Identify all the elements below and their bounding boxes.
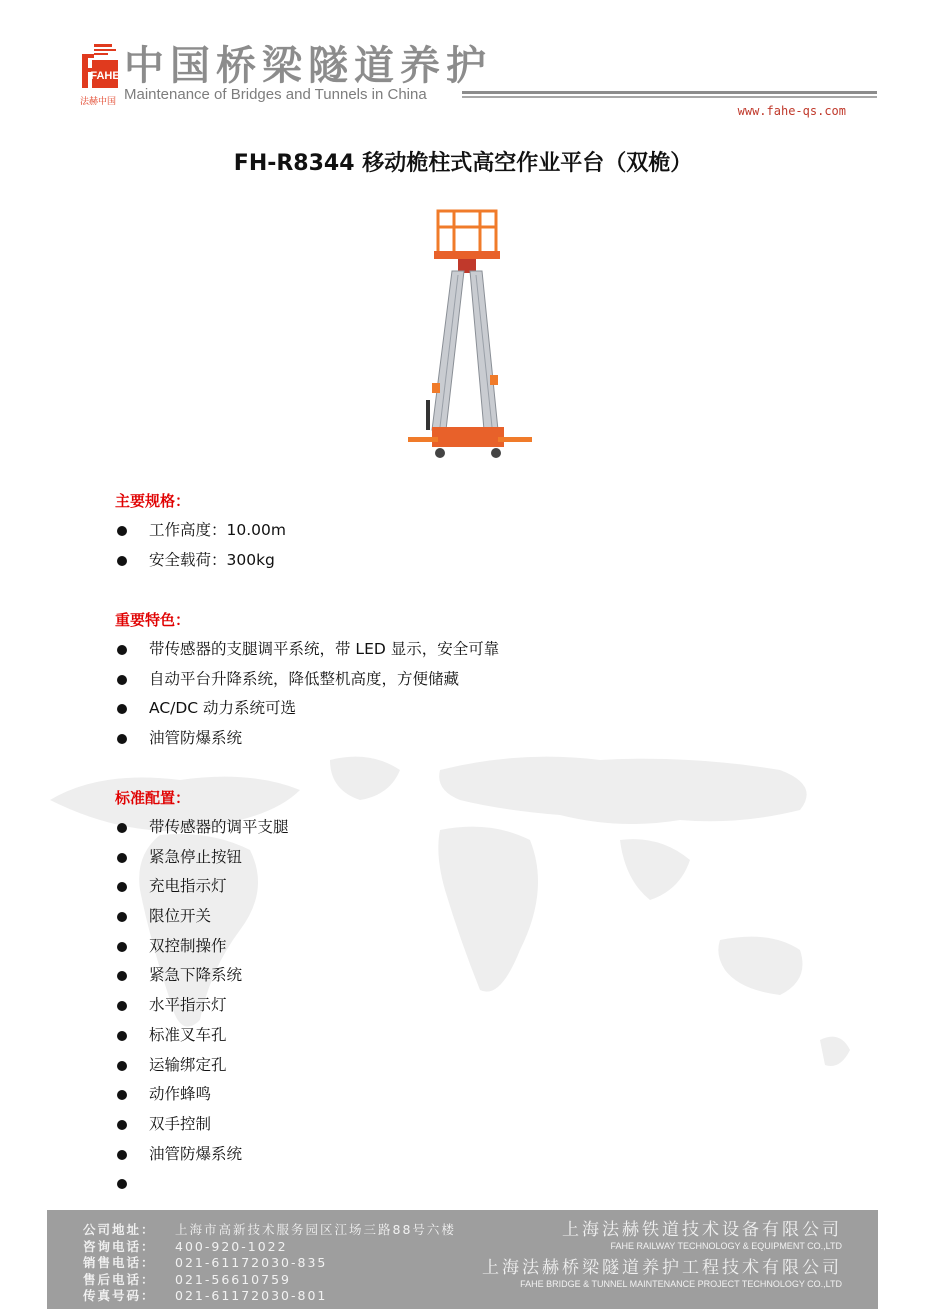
bullet-icon: [117, 853, 127, 863]
bullet-icon: [117, 704, 127, 714]
contact-info: [83, 1222, 456, 1305]
list-item: 油管防爆系统: [115, 1140, 289, 1170]
list-item: 紧急停止按钮: [115, 843, 289, 873]
website-link[interactable]: www.fahe-qs.com: [737, 104, 846, 118]
consult-phone-row: 咨询电话： 400-920-1022: [83, 1238, 288, 1254]
fax-row: 传真号码： 021-61172030-801: [83, 1288, 328, 1303]
company2-name: 上海法赫桥梁隧道养护工程技术有限公司: [482, 1258, 842, 1278]
standard-heading: 标准配置：: [115, 789, 191, 807]
bullet-icon: [117, 1001, 127, 1011]
header-rule: [462, 91, 877, 94]
list-item: 自动平台升降系统，降低整机高度，方便储藏: [115, 665, 499, 695]
specs-heading: 主要规格：: [115, 492, 191, 510]
product-image: [402, 205, 540, 465]
list-item: 油管防爆系统: [115, 724, 499, 754]
list-item: 带传感器的支腿调平系统，带 LED 显示，安全可靠: [115, 635, 499, 665]
list-item: 限位开关: [115, 902, 289, 932]
brand-title: 中国桥梁隧道养护: [124, 43, 492, 89]
specs-section: [115, 486, 286, 575]
bullet-icon: [117, 1031, 127, 1041]
bullet-icon: [117, 882, 127, 892]
bullet-icon: [117, 1090, 127, 1100]
company1-name-en: FAHE RAILWAY TECHNOLOGY & EQUIPMENT CO.,LTD: [610, 1241, 842, 1251]
company2-name-en: FAHE BRIDGE & TUNNEL MAINTENANCE PROJECT TECHNOLOGY CO.,LTD: [520, 1279, 842, 1289]
bullet-icon: [117, 1150, 127, 1160]
bullet-icon: [117, 645, 127, 655]
bullet-icon: [117, 942, 127, 952]
sales-phone-row: 销售电话： 021-61172030-835: [83, 1255, 328, 1270]
list-item: AC/DC 动力系统可选: [115, 694, 499, 724]
list-item: 安全载荷：300kg: [115, 546, 286, 576]
company1-name: 上海法赫铁道技术设备有限公司: [562, 1220, 842, 1240]
logo-subtext: 法赫中国: [79, 97, 117, 107]
fahe-logo: [76, 44, 120, 108]
standard-section: [115, 783, 289, 1199]
bullet-icon: [117, 1120, 127, 1130]
bullet-icon: [117, 526, 127, 536]
features-section: [115, 605, 499, 754]
footer: [47, 1210, 878, 1309]
header-rule-secondary: [462, 96, 877, 98]
list-item: 双手控制: [115, 1110, 289, 1140]
service-phone-row: 售后电话： 021-56610759: [83, 1271, 291, 1287]
list-item: 紧急下降系统: [115, 961, 289, 991]
list-item: 标准叉车孔: [115, 1021, 289, 1051]
company-names: [482, 1220, 842, 1296]
list-item: 工作高度：10.00m: [115, 516, 286, 546]
logo-text: FAHE: [90, 70, 120, 82]
bullet-icon: [117, 823, 127, 833]
list-item: 动作蜂鸣: [115, 1080, 289, 1110]
list-item: 带传感器的调平支腿: [115, 813, 289, 843]
bullet-icon: [117, 1061, 127, 1071]
bullet-icon: [117, 556, 127, 566]
bullet-icon: [117, 675, 127, 685]
list-item: 双控制操作: [115, 932, 289, 962]
address-row: 公司地址： 上海市高新技术服务园区江场三路88号六楼: [83, 1222, 456, 1237]
list-item: 水平指示灯: [115, 991, 289, 1021]
bullet-icon: [117, 1179, 127, 1189]
list-item: 充电指示灯: [115, 872, 289, 902]
features-heading: 重要特色：: [115, 611, 191, 629]
list-item: [115, 1169, 289, 1199]
bullet-icon: [117, 971, 127, 981]
page-title: FH-R8344 移动桅柱式高空作业平台（双桅）: [233, 151, 693, 176]
brand-subtitle: Maintenance of Bridges and Tunnels in China: [124, 86, 427, 103]
list-item: 运输绑定孔: [115, 1051, 289, 1081]
bullet-icon: [117, 912, 127, 922]
bullet-icon: [117, 734, 127, 744]
